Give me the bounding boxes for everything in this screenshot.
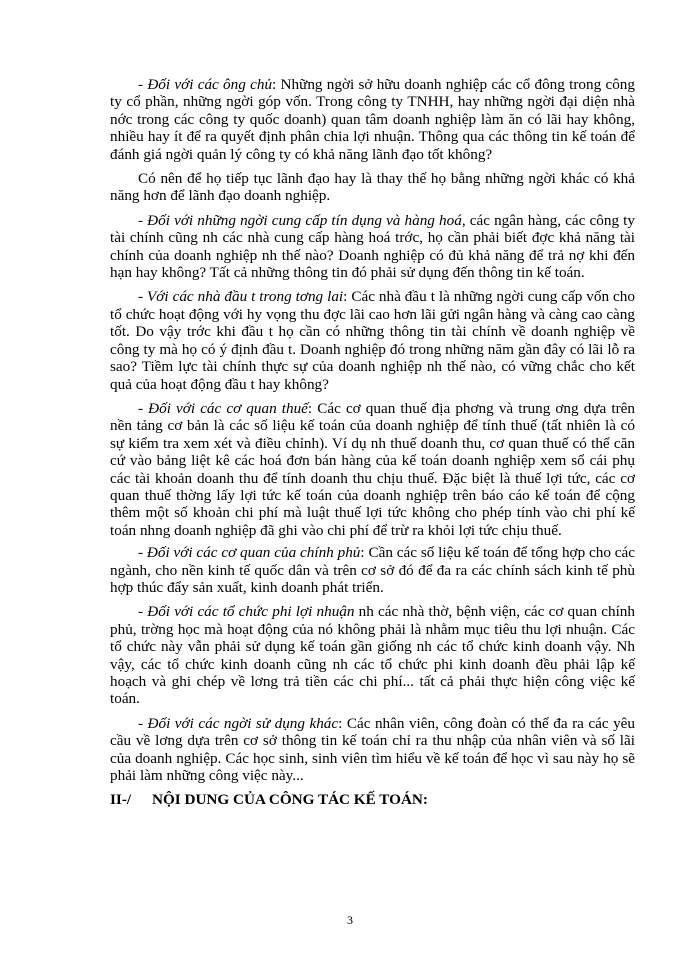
paragraph-lead: - Đối với các cơ quan của chính phủ xyxy=(138,544,361,562)
section-heading xyxy=(110,791,635,808)
paragraph-government xyxy=(110,544,635,596)
paragraph-text: : Các nhà đầu t là những ngời cung cấp vốn cho tổ chức hoạt động với hy vọng thu đợc lãi cao hơn lãi gửi ngân hàng và càng cao càng tốt. Do vậy trớc khi đầu t họ cần có những thông tin tài chính về doanh nghiệp về công ty mà họ có ý định đầu t. Doanh nghiệp đó trong những năm gần đây có lãi lỗ ra sao? Tiềm lực tài chính thực sự của doanh nghiệp nh thế nào, có vững chắc cho kết quả của hoạt động đầu t hay không? xyxy=(110,288,635,393)
paragraph-non-profits xyxy=(110,603,635,707)
paragraph-text: nh các nhà thờ, bệnh viện, các cơ quan chính phủ, trờng học mà hoạt động của nó không phải là nhằm mục tiêu thu lợi nhuận. Các tổ chức này vẫn phải sử dụng kế toán gần giống nh các tổ chức kinh doanh vậy. Nh vậy, các tổ chức kinh doanh cũng nh các tổ chức phi kinh doanh đều phải lập kế hoạch và ghi chép về lơng trả tiền các chi phí... tất cả phải thực hiện công việc kế toán. xyxy=(110,603,635,708)
page-number: 3 xyxy=(347,913,353,927)
section-number: II-/ xyxy=(110,791,132,809)
paragraph-text: : Cần các số liệu kế toán để tổng hợp cho các ngành, cho nền kinh tế quốc dân và trên cơ sở đó để đa ra các chính sách kinh tế phù hợp thúc đẩy sản xuất, kinh doanh phát triển. xyxy=(110,544,636,596)
paragraph-lead: - Đối với các ngời sử dụng khác xyxy=(138,714,339,732)
paragraph-other-users xyxy=(110,715,635,785)
paragraph-leadership xyxy=(110,170,635,205)
paragraph-text: : Các nhân viên, công đoàn có thể đa ra các yêu cầu về lơng dựa trên cơ sở thông tin kế toán chỉ ra thu nhập của nhân viên và số lãi của doanh nghiệp. Các học sinh, sinh viên tìm hiểu về kế toán để học vì sau này họ sẽ phải làm những công việc này... xyxy=(110,714,635,785)
paragraph-creditors xyxy=(110,212,635,282)
paragraph-lead: - Đối với các tổ chức phi lợi nhuận xyxy=(138,603,355,621)
paragraph-text: Có nên để họ tiếp tục lãnh đạo hay là thay thế họ bằng những ngời khác có khả năng hơn để lãnh đạo doanh nghiệp. xyxy=(110,170,635,205)
paragraph-text: : Các cơ quan thuế địa phơng và trung ơng dựa trên nền tảng cơ bản là các số liệu kế toán của doanh nghiệp để tính thuế (tất nhiên là có sự kiểm tra xem xét và điều chỉnh). Ví dụ nh thuế doanh thu, cơ quan thuế có thể căn cứ vào bảng liệt kê các hoá đơn bán hàng của kế toán doanh nghiệp xem sổ cái phụ các tài khoản doanh thu để tính doanh thu chịu thuế. Đặc biệt là thuế lợi tức, các cơ quan thuế thờng lấy lợi tức kế toán của doanh nghiệp trên báo cáo kế toán để cộng thêm một số khoản chi phí mà luật thuế lợi tức không cho phép tính vào chi phí kế toán nhng doanh nghiệp đã ghi vào chi phí để trừ ra khỏi lợi tức chịu thuế. xyxy=(110,399,635,539)
paragraph-text: , các ngân hàng, các công ty tài chính cũng nh các nhà cung cấp hàng hoá trớc, họ cần phải biết đợc khả năng tài chính của doanh nghiệp nh thế nào? Doanh nghiệp có đủ khả năng để trả nợ khi đến hạn hay không? Tất cả những thông tin đó phải sử dụng đến thông tin kế toán. xyxy=(110,211,635,282)
paragraph-text: : Những ngời sở hữu doanh nghiệp các cổ đông trong công ty cổ phần, những ngời góp vốn. Trong công ty TNHH, hay những ngời đại diện nhà nớc trong các công ty quốc doanh) quan tâm doanh nghiệp làm ăn có lãi hay không, nhiều hay ít để ra quyết định phân chia lợi nhuận. Thông qua các thông tin kế toán để đánh giá ngời quản lý công ty có khả năng lãnh đạo tốt không? xyxy=(110,76,635,163)
section-title: NỘI DUNG CỦA CÔNG TÁC KẾ TOÁN: xyxy=(152,791,428,809)
paragraph-lead: - Đối với những ngời cung cấp tín dụng và hàng hoá xyxy=(138,211,462,229)
paragraph-lead: - Đối với các ông chủ xyxy=(138,76,273,93)
paragraph-owners xyxy=(110,76,635,163)
paragraph-tax-authorities xyxy=(110,400,635,539)
paragraph-investors xyxy=(110,288,635,392)
paragraph-lead: - Với các nhà đầu t trong tơng lai xyxy=(138,288,344,306)
document-body xyxy=(110,76,635,824)
paragraph-lead: - Đối với các cơ quan thuế xyxy=(138,399,308,417)
